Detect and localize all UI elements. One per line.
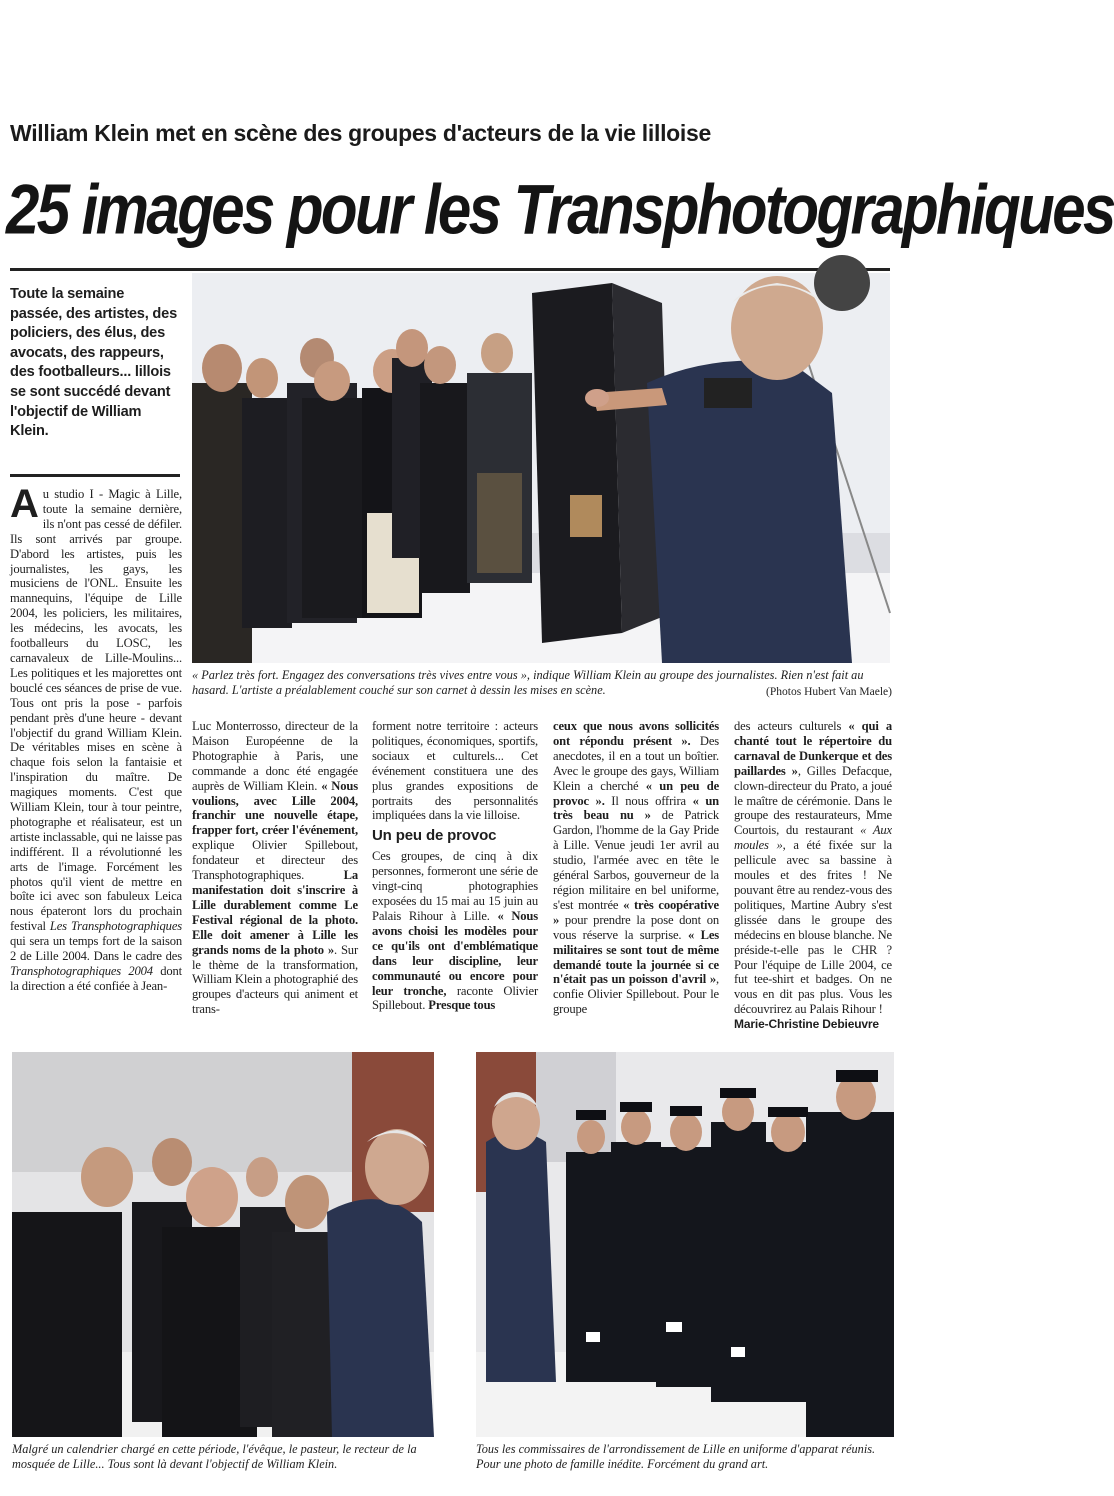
caption-police-commissioners: Tous les commissaires de l'arrondissement de Lille en uniforme d'apparat réunis. Pour une photo de famille inédite. Forcément du grand art. bbox=[476, 1442, 876, 1471]
photo-religious-leaders bbox=[12, 1052, 434, 1437]
c2-text-e: . Sur le thème de la transformation, William Klein a photographié des groupes d'acteurs qui animent et trans- bbox=[192, 942, 358, 1017]
c2-text-c: explique Olivier Spillebout, fondateur et directeur des Transphotographiques. bbox=[192, 838, 358, 883]
dropcap: A bbox=[10, 482, 39, 526]
c2-text-a: Luc Monterrosso, directeur de la Maison Européenne de la Photographie à Paris, une commande a donc été engagée auprès de William Klein. bbox=[192, 719, 358, 793]
c3-quote-end: Presque tous bbox=[428, 998, 496, 1013]
c2-quote-b: La manifestation doit s'inscrire à Lille durablement comme Le Festival régional de la photo. Elle doit amener à Lille les grands noms de la photo » bbox=[192, 868, 358, 957]
c2-quote-a: « Nous voulions, avec Lille 2004, franchir une nouvelle étape, frapper fort, créer l'événement, bbox=[192, 778, 359, 838]
main-photo-image bbox=[192, 273, 890, 663]
article-column-4 bbox=[553, 719, 719, 1017]
intertitle: Un peu de provoc bbox=[372, 827, 497, 845]
article-column-2 bbox=[192, 719, 358, 1017]
main-photo-caption: « Parlez très fort. Engagez des conversations très vives entre vous », indique William Klein au groupe des journalistes. Rien n'est fait au hasard. L'artiste a préalablement couché sur son carnet à dessin les mises en scène. bbox=[192, 668, 864, 697]
c4-text-b: Des anecdotes, il en a tout un boîtier. Avec le groupe des gays, William Klein a cherché bbox=[553, 733, 720, 793]
article-column-3 bbox=[372, 719, 538, 1013]
c1-text-b: qui sera un temps fort de la saison 2 de Lille 2004. Dans le cadre des bbox=[10, 934, 182, 964]
c4-text-d: Il nous offrira bbox=[611, 793, 686, 808]
c4-quote-e: « un très beau nu » bbox=[553, 793, 720, 823]
c3-text-b: Ces groupes, de cinq à dix personnes, formeront une série de vingt-cinq photographies exposées du 15 mai au 15 juin au Palais Rihour à Lille. bbox=[372, 849, 538, 923]
article-headline: 25 images pour les Transphotographiques bbox=[6, 169, 1114, 249]
c1-text-a: u studio I - Magic à Lille, toute la semaine dernière, ils n'ont pas cessé de défiler. Ils sont arrivés par groupe. D'abord les artistes, puis les journalistes, les gays, les musiciens de l'ONL. Ensuite les mannequins, l'équipe de Lille 2004, les policiers, les militaires, les médecins, les avocats, les footballeurs du LOSC, les carnavaleux de Lille-Moulins... Les politiques et les majorettes ont bouclé ces séances de prise de vue. Tous ont pris la pose - parfois pendant près d'une heure - devant l'objectif du grand William Klein. De véritables mises en scène à chaque fois selon la fantaisie et l'inspiration du maître. De magiques moments. C'est que William Klein, tour à tour peintre, photographe et réalisateur, est un artiste inclassable, qui ne laisse pas indifférent. Il a révolutionné les arts de l'image. Forcément les photos qu'il vient de mettre en boîte ici avec son fabuleux Leica nous épateront lors du prochain festival bbox=[10, 487, 182, 934]
c5-italic-restaurant: « Aux moules » bbox=[734, 823, 892, 853]
c5-text-e: , a été fixée sur la pellicule avec sa bassine à moules et des frites ! Ne pouvant être au rendez-vous des politiques, Martine Aubry s'est glissée dans le groupe des médecins en blouse blanche. Ne préside-t-elle pas le CHR ? Pour l'équipe de Lille 2004, ce fut tee-shirt et badges. On ne vous en dit pas plus. Vous les découvrirez au Palais Rihour ! bbox=[734, 838, 892, 1017]
c4-text-f: de Patrick Gardon, l'homme de la Gay Pride à Lille. Venue jeudi 1er avril au studio, l'armée avec en tête le général Sarbos, gouverneur de la région militaire en bel uniforme, s'est montrée bbox=[553, 808, 719, 912]
caption-religious-leaders: Malgré un calendrier chargé en cette période, l'évêque, le pasteur, le recteur de la mosquée de Lille... Tous sont là devant l'objectif de William Klein. bbox=[12, 1442, 417, 1471]
c1-italic-2004: Transphotographiques 2004 bbox=[10, 964, 153, 978]
article-signature: Marie-Christine Debieuvre bbox=[734, 1017, 879, 1032]
c5-text-c: , Gilles Defacque, clown-directeur du Prato, a joué le maître de cérémonie. Dans le groupe des restaurateurs, Mme Courtois, du restaurant bbox=[734, 763, 892, 838]
c5-quote-b: « qui a chanté tout le répertoire du carnaval de Dunkerque et des paillardes » bbox=[734, 719, 892, 778]
c3-text-a: forment notre territoire : acteurs politiques, économiques, sportifs, sociaux et culturels... Cet événement constituera une des plus grandes expositions de portraits des personnalités impliquées dans la vie lilloise. bbox=[372, 719, 538, 823]
photo-police-commissioners-image bbox=[476, 1052, 894, 1437]
c4-quote-i: « Les militaires se sont tout de même demandé toute la journée si ce n'était pas un poisson d'avril » bbox=[553, 927, 720, 987]
c4-quote-c: « un peu de provoc ». bbox=[553, 778, 720, 808]
c1-italic-festival: Les Transphotographiques bbox=[49, 919, 183, 934]
chapo-rule bbox=[10, 474, 180, 477]
c4-quote-g: « très coopérative » bbox=[553, 897, 719, 927]
c3-text-d: raconte Olivier Spillebout. bbox=[372, 983, 539, 1013]
article-chapo: Toute la semaine passée, des artistes, des policiers, des élus, des avocats, des rappeurs, des footballeurs... lillois se sont succédé devant l'objectif de William Klein. bbox=[10, 286, 177, 440]
photo-police-commissioners bbox=[476, 1052, 894, 1437]
photo-religious-leaders-image bbox=[12, 1052, 434, 1437]
c5-text-a: des acteurs culturels bbox=[734, 719, 842, 733]
top-rule bbox=[10, 268, 890, 271]
c4-text-h: pour prendre la pose dont on vous réserve la surprise. bbox=[553, 912, 719, 942]
photo-credit: (Photos Hubert Van Maele) bbox=[766, 686, 892, 698]
c3-quote: « Nous avons choisi les modèles pour ce qu'ils ont d'emblématique dans leur discipline, leur communauté ou encore pour leur tronche, bbox=[372, 908, 539, 998]
c4-quote-a: ceux que nous avons sollicités ont répondu présent ». bbox=[553, 719, 719, 748]
article-column-5 bbox=[734, 719, 892, 1032]
c1-text-c: dont la direction a été confiée à Jean- bbox=[10, 964, 183, 993]
main-photo bbox=[192, 273, 890, 663]
article-column-1 bbox=[10, 482, 183, 994]
c4-text-j: , confie Olivier Spillebout. Pour le groupe bbox=[553, 972, 719, 1017]
article-kicker: William Klein met en scène des groupes d'acteurs de la vie lilloise bbox=[10, 120, 711, 146]
